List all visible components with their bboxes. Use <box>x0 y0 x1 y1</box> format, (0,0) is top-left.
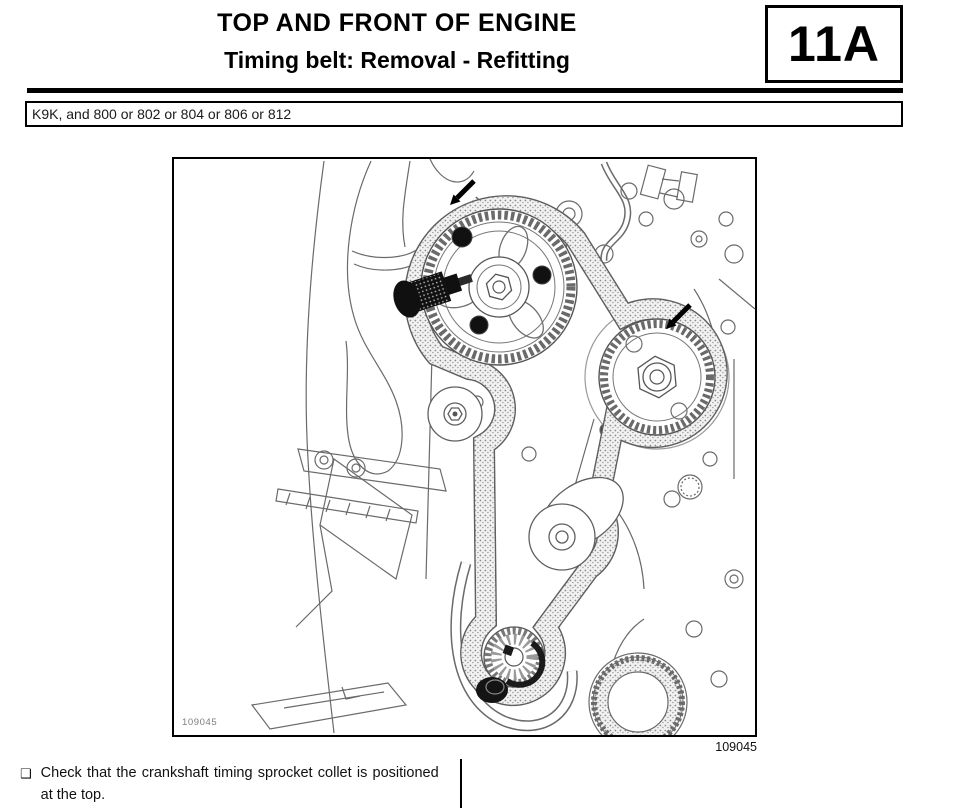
figure-frame <box>172 157 757 737</box>
auxiliary-gear <box>589 653 687 735</box>
checkbox-bullet-icon: ❑ <box>20 766 32 781</box>
section-code-box <box>765 5 903 83</box>
injection-pump-sprocket <box>599 319 715 435</box>
figure-caption: 109045 <box>715 740 757 754</box>
figure-inner-label: 109045 <box>182 717 218 728</box>
header-rule <box>27 88 903 93</box>
tensioner-pulley <box>428 387 482 441</box>
engine-timing-diagram <box>174 159 755 735</box>
cam-timing-arrow <box>450 181 474 205</box>
page-title: TOP AND FRONT OF ENGINE <box>217 9 577 37</box>
checklist-item-text: Check that the crankshaft timing sprocket collet is positioned at the top. <box>40 765 439 803</box>
page-header <box>0 8 794 74</box>
checklist <box>20 763 445 806</box>
engine-spec-box <box>25 101 903 127</box>
crankshaft-pin-tool <box>476 677 508 703</box>
engine-spec-text: K9K, and 800 or 802 or 804 or 806 or 812 <box>32 106 292 122</box>
section-code: 11A <box>788 16 880 72</box>
page-subtitle: Timing belt: Removal - Refitting <box>224 47 570 73</box>
column-divider <box>460 759 462 808</box>
idler-roller <box>528 463 637 570</box>
